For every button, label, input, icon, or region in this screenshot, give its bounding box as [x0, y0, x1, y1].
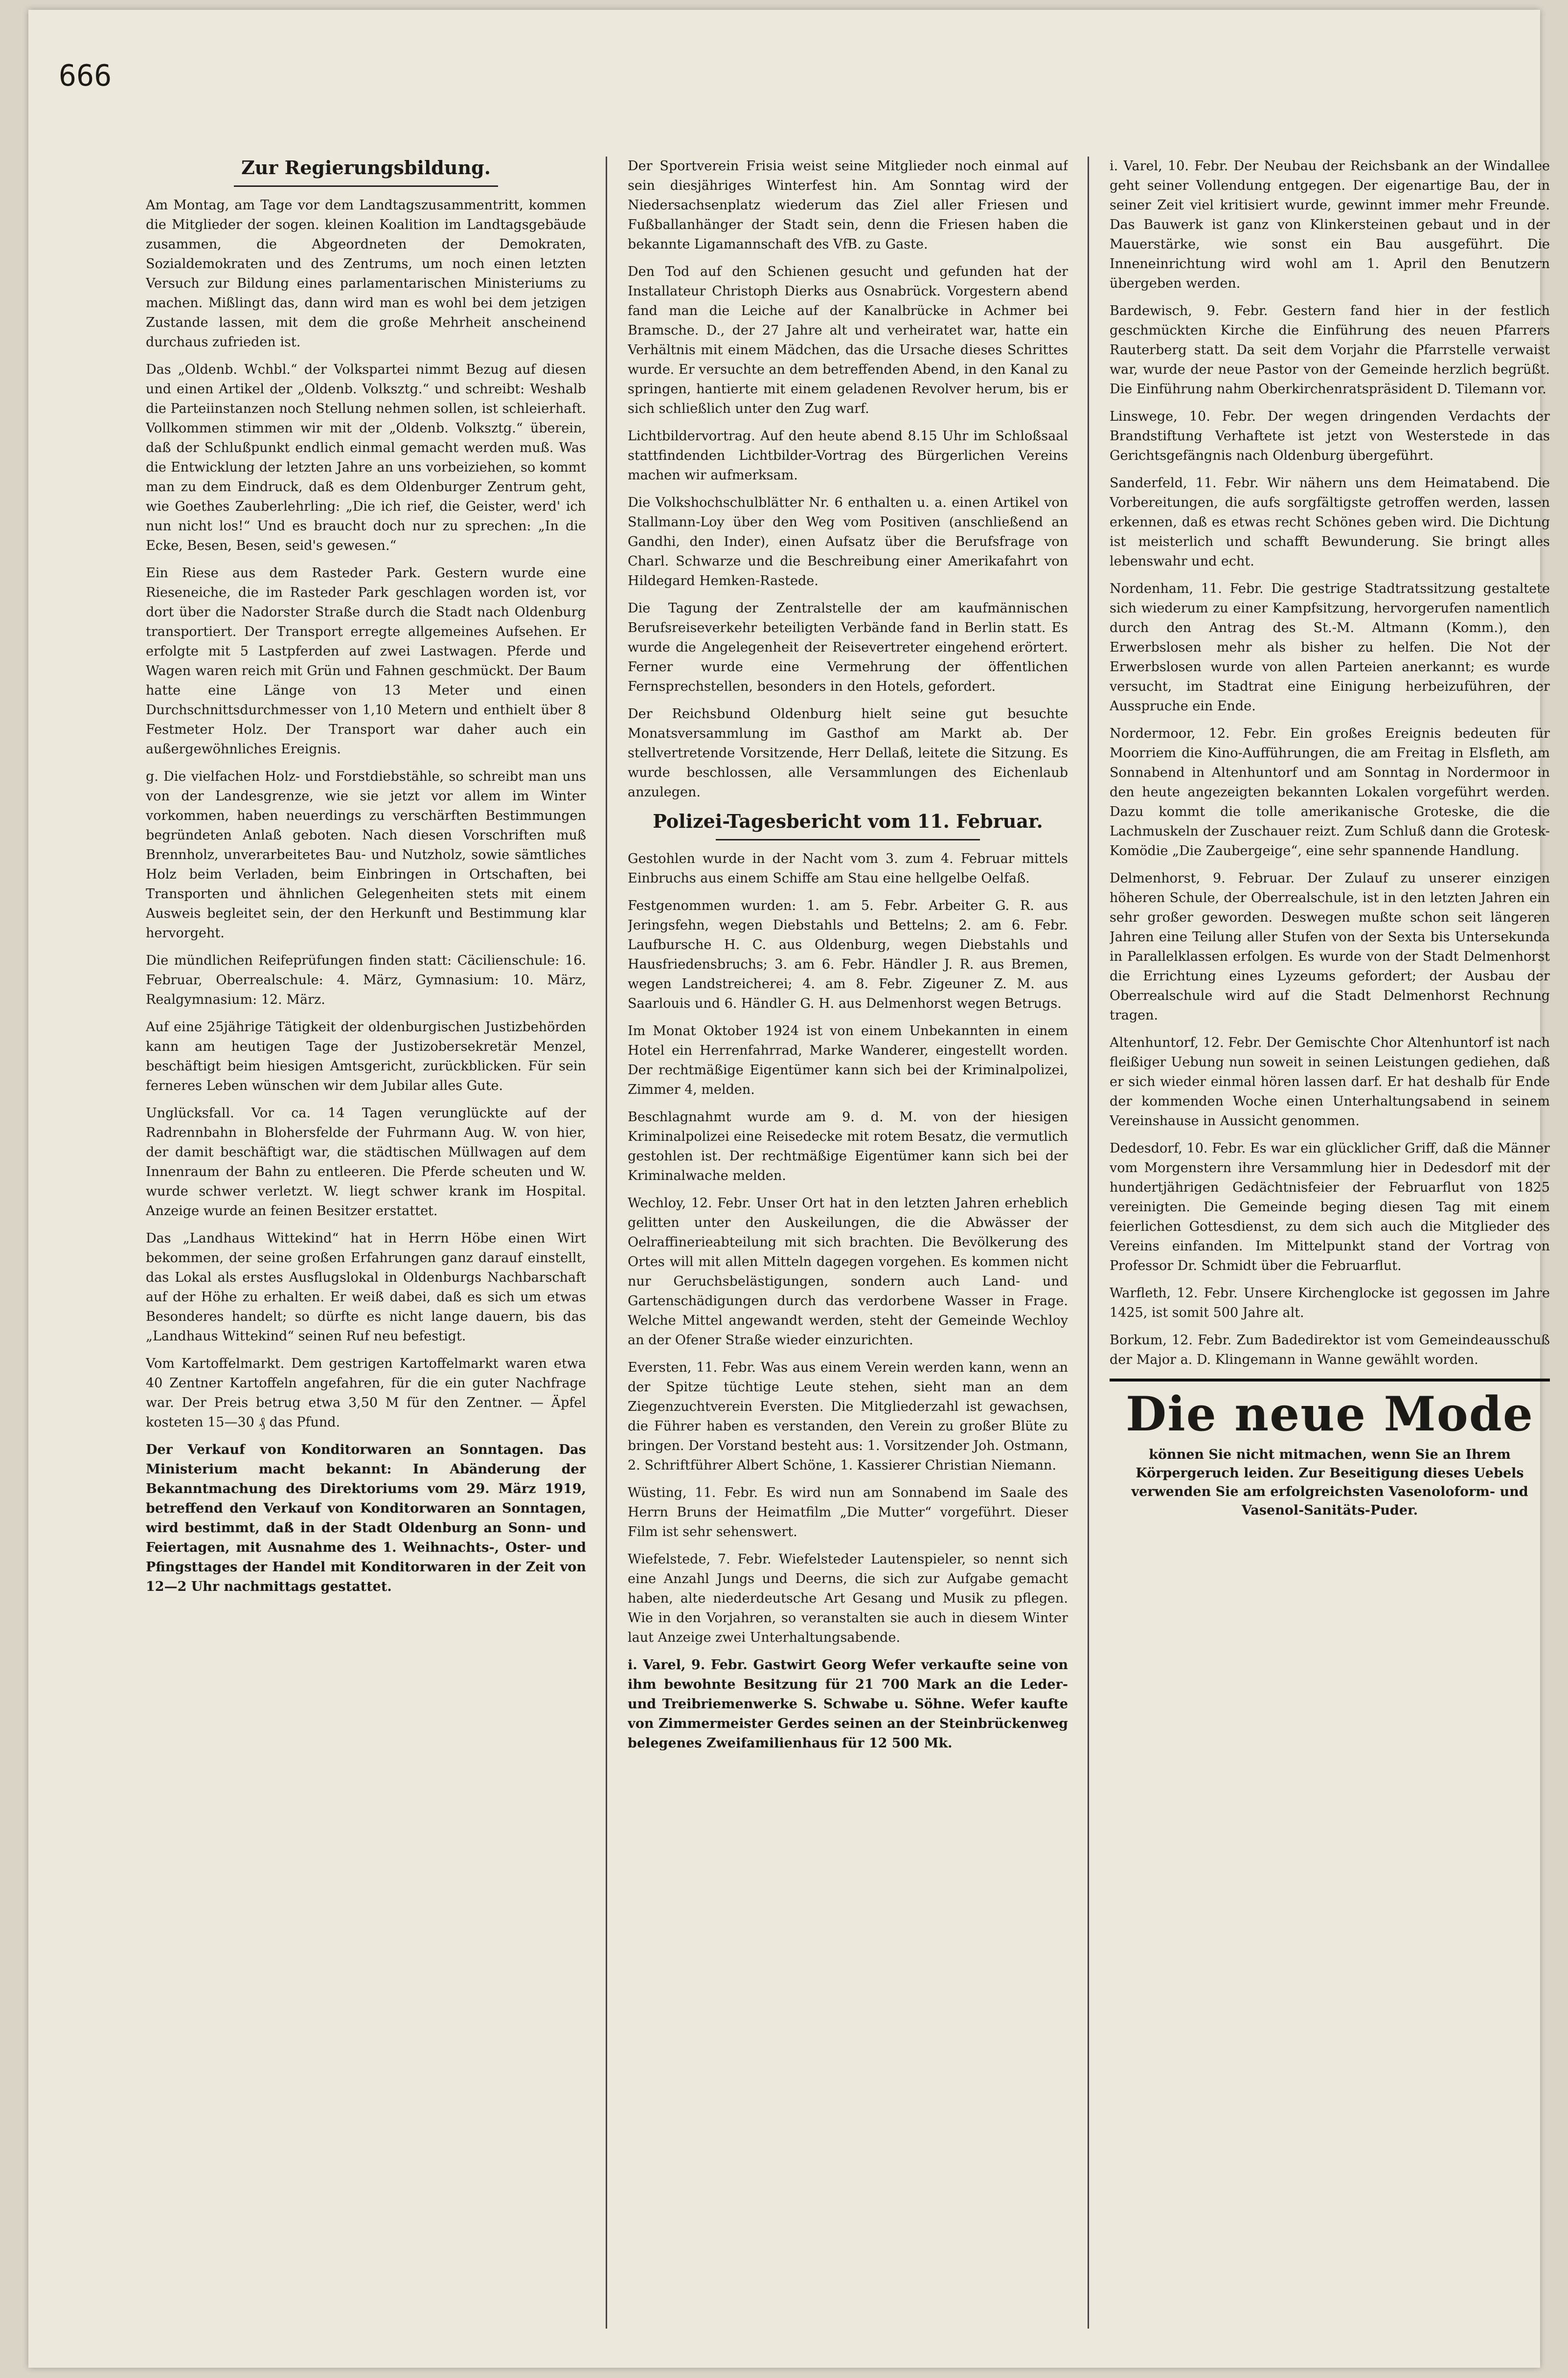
article-paragraph: Am Montag, am Tage vor dem Landtagszusammentritt, kommen die Mitglieder der sogen. kleinen Koalition im Landtagsgebäude zusammen, die Abgeordneten der Demokraten, Sozialdemokraten und des Zentrums, um noch einen letzten Versuch zur Bildung eines parlamentarischen Ministeriums zu machen. Mißlingt das, dann wird man es wohl bei dem jetzigen Zustande lassen, mit dem die große Mehrheit anscheinend durchaus zufrieden ist.	[146, 198, 586, 350]
news-item: Das „Landhaus Wittekind“ hat in Herrn Höbe einen Wirt bekommen, der seine großen Erfahrungen ganz darauf einstellt, das Lokal als erstes Ausflugslokal in Oldenburgs Nachbarschaft auf der Höhe zu erhalten. Er weiß dabei, daß es sich um etwas Besonderes handelt; so dürfte es nicht lange dauern, bis das „Landhaus Wittekind“ seinen Ruf neu befestigt.	[146, 1231, 586, 1344]
news-item: g. Die vielfachen Holz- und Forstdiebstähle, so schreibt man uns von der Landesgrenze, wie sie jetzt vor allem im Winter vorkommen, haben neuerdings zu verschärften Bestimmungen begründeten Anlaß geboten. Nach diesen Vorschriften muß Brennholz, unverarbeitetes Bau- und Nutzholz, sowie sämtliches Holz beim Verladen, beim Einbringen in Ortschaften, bei Transporten und ähnlichen Gelegenheiten stets mit einem Ausweis begleitet sein, der den Herkunft und Bestimmung klar hervorgeht.	[146, 769, 586, 941]
local-news-item: Wechloy, 12. Febr. Unser Ort hat in den letzten Jahren erheblich gelitten unter den Auskeilungen, die die Abwässer der Oelraffinerieabteilung mit sich brachten. Die Bevölkerung des Ortes will mit allen Mitteln dagegen vorgehen. Es kommen nicht nur Geruchsbelästigungen, sondern auch Land- und Gartenschädigungen durch das verdorbene Wasser in Frage. Welche Mittel angewandt werden, steht der Gemeinde Wechloy an der Ofener Straße wieder einzurichten.	[628, 1196, 1068, 1348]
news-item: Unglücksfall. Vor ca. 14 Tagen verunglückte auf der Radrennbahn in Blohersfelde der Fuhrmann Aug. W. von hier, der damit beschäftigt war, die städtischen Müllwagen auf dem Innenraum der Bahn zu entleeren. Die Pferde scheuten und W. wurde schwer verletzt. W. liegt schwer krank im Hospital. Anzeige wurde an feinen Besitzer erstattet.	[146, 1106, 586, 1219]
news-item: Der Reichsbund Oldenburg hielt seine gut besuchte Monatsversammlung im Gasthof am Markt ab. Der stellvertretende Vorsitzende, Herr Dellaß, leitete die Sitzung. Es wurde beschlossen, alle Versammlungen des Eichenlaub anzulegen.	[628, 706, 1068, 800]
local-news-item: Altenhuntorf, 12. Febr. Der Gemischte Chor Altenhuntorf ist nach fleißiger Uebung nun soweit in seinen Leistungen gediehen, daß er sich wieder einmal hören lassen darf. Er hat deshalb für Ende der kommenden Woche einen Unterhaltungsabend in seinem Vereinshause in Aussicht genommen.	[1110, 1035, 1550, 1129]
local-news-item: Sanderfeld, 11. Febr. Wir nähern uns dem Heimatabend. Die Vorbereitungen, die aufs sorgfältigste getroffen werden, lassen erkennen, daß es etwas recht Schönes geben wird. Die Dichtung ist meisterlich und schafft Bewunderung. Sie bringt alles lebenswahr und echt.	[1110, 476, 1550, 569]
news-item: Die Volkshochschulblätter Nr. 6 enthalten u. a. einen Artikel von Stallmann-Loy über den Weg vom Positiven (anschließend an Gandhi, den Inder), einen Aufsatz über die Berufsfrage von Charl. Schwarze und die Beschreibung einer Amerikafahrt von Hildegard Hemken-Rastede.	[628, 495, 1068, 589]
local-news-item: Warfleth, 12. Febr. Unsere Kirchenglocke ist gegossen im Jahre 1425, ist somit 500 Jahre alt.	[1110, 1286, 1550, 1320]
news-item: Den Tod auf den Schienen gesucht und gefunden hat der Installateur Christoph Dierks aus Osnabrück. Vorgestern abend fand man die Leiche auf der Kanalbrücke in Achmer bei Bramsche. D., der 27 Jahre alt und verheiratet war, hatte ein Verhältnis mit einem Mädchen, das die Ursache dieses Schrittes wurde. Er versuchte an dem betreffenden Abend, in den Kanal zu springen, hantierte mit einem geladenen Revolver herum, bis er sich schließlich unter den Zug warf.	[628, 264, 1068, 416]
police-report-headline: Polizei-Tagesbericht vom 11. Februar.	[653, 810, 1043, 832]
police-item: Beschlagnahmt wurde am 9. d. M. von der hiesigen Kriminalpolizei eine Reisedecke mit rotem Besatz, die vermutlich gestohlen ist. Der rechtmäßige Eigentümer kann sich bei der Kriminalwache melden.	[628, 1110, 1068, 1183]
local-news-item: Nordenham, 11. Febr. Die gestrige Stadtratssitzung gestaltete sich wiederum zu einer Kampfsitzung, hervorgerufen namentlich durch den Antrag des St.-M. Altmann (Komm.), den Erwerbslosen mehr als bisher zu helfen. Die Not der Erwerbslosen wurde von allen Parteien anerkannt; es wurde versucht, im Stadtrat eine Einigung herbeizuführen, der Ausspruche ein Ende.	[1110, 581, 1550, 714]
column-rule	[1088, 157, 1089, 2329]
news-item: Die mündlichen Reifeprüfungen finden statt: Cäcilienschule: 16. Februar, Oberrealschule: 4. März, Gymnasium: 10. März, Realgymnasium: 12. März.	[146, 953, 586, 1007]
news-item: Lichtbildervortrag. Auf den heute abend 8.15 Uhr im Schloßsaal stattfindenden Lichtbilder-Vortrag des Bürgerlichen Vereins machen wir aufmerksam.	[628, 429, 1068, 483]
column-2	[628, 157, 1068, 2329]
news-item: Der Sportverein Frisia weist seine Mitglieder noch einmal auf sein diesjähriges Winterfest hin. Am Sonntag wird der Niedersachsenplatz wiederum das Ziel aller Friesen und Fußballanhänger der Stadt sein, denn die Friesen haben die bekannte Ligamannschaft des VfB. zu Gaste.	[628, 159, 1068, 252]
local-news-item: Delmenhorst, 9. Februar. Der Zulauf zu unserer einzigen höheren Schule, der Oberrealschule, ist in den letzten Jahren ein sehr großer geworden. Deswegen mußte schon seit längeren Jahren eine Teilung aller Stufen von der Sexta bis Untersekunda in Parallelklassen erfolgen. Es wurde von der Stadt Delmenhorst die Errichtung eines Lyzeums gefordert; der Ausbau der Oberrealschule wird auf die Stadt Delmenhorst Rechnung tragen.	[1110, 871, 1550, 1023]
article-paragraph: Das „Oldenb. Wchbl.“ der Volkspartei nimmt Bezug auf diesen und einen Artikel der „Oldenb. Volksztg.“ und schreibt: Weshalb die Parteiinstanzen noch Stellung nehmen sollen, ist schleierhaft. Vollkommen stimmen wir mit der „Oldenb. Volksztg.“ überein, daß der Schlußpunkt endlich einmal gemacht werden muß. Was die Entwicklung der letzten Jahre an uns vorbeiziehen, so kommt man zu dem Eindruck, daß es dem Oldenburger Zentrum geht, wie Goethes Zauberlehrling: „Die ich rief, die Geister, werd' ich nun nicht los!“ Und es braucht doch nur zu sprechen: „In die Ecke, Besen, Besen, seid's gewesen.“	[146, 362, 586, 553]
local-news-item: Bardewisch, 9. Febr. Gestern fand hier in der festlich geschmückten Kirche die Einführung des neuen Pfarrers Rauterberg statt. Da seit dem Vorjahr die Pfarrstelle verwaist war, wurde der neue Pastor von der Gemeinde herzlich begrüßt. Die Einführung nahm Oberkirchenratspräsident D. Tilemann vor.	[1110, 303, 1550, 397]
local-news-item: i. Varel, 10. Febr. Der Neubau der Reichsbank an der Windallee geht seiner Vollendung entgegen. Der eigenartige Bau, der in seiner Zeit viel kritisiert wurde, gewinnt immer mehr Freunde. Das Bauwerk ist ganz von Klinkersteinen gebaut und in der Mauerstärke, wie sonst ein Bau ausgeführt. Die Inneneinrichtung wird wohl am 1. April den Benutzern übergeben werden.	[1110, 159, 1550, 291]
column-1	[146, 157, 586, 2329]
newspaper-page	[28, 10, 1550, 2368]
local-news-item: i. Varel, 9. Febr. Gastwirt Georg Wefer verkaufte seine von ihm bewohnte Besitzung für 21 700 Mark an die Leder- und Treibriemenwerke S. Schwabe u. Söhne. Wefer kaufte von Zimmermeister Gerdes seinen an der Steinbrückenweg belegenes Zweifamilienhaus für 12 500 Mk.	[628, 1657, 1068, 1751]
advertisement-text: können Sie nicht mitmachen, wenn Sie an Ihrem Körpergeruch leiden. Zur Beseitigung dieses Uebels verwenden Sie am erfolgreichsten Vasenoloform- und Vasenol-Sanitäts-Puder.	[1131, 1447, 1528, 1518]
police-item: Festgenommen wurden: 1. am 5. Febr. Arbeiter G. R. aus Jeringsfehn, wegen Diebstahls und Bettelns; 2. am 6. Febr. Laufbursche H. C. aus Oldenburg, wegen Diebstahls und Hausfriedensbruchs; 3. am 6. Febr. Händler J. R. aus Bremen, wegen Landstreicherei; 4. am 8. Febr. Zigeuner Z. M. aus Saarlouis und 6. Händler G. H. aus Delmenhorst wegen Betrugs.	[628, 898, 1068, 1011]
local-news-item: Eversten, 11. Febr. Was aus einem Verein werden kann, wenn an der Spitze tüchtige Leute stehen, sieht man an dem Ziegenzuchtverein Eversten. Die Mitgliederzahl ist gewachsen, die Führer haben es verstanden, den Verein zu großer Blüte zu bringen. Der Vorstand besteht aus: 1. Vorsitzender Joh. Ostmann, 2. Schriftführer Albert Schöne, 1. Kassierer Christian Niemann.	[628, 1360, 1068, 1473]
headline-underline	[716, 839, 980, 840]
news-item: Ein Riese aus dem Rasteder Park. Gestern wurde eine Rieseneiche, die im Rasteder Park geschlagen worden ist, vor dort über die Nadorster Straße durch die Stadt nach Oldenburg transportiert. Der Transport erregte allgemeines Aufsehen. Er erfolgte mit 5 Lastpferden auf zwei Lastwagen. Pferde und Wagen waren reich mit Grün und Fahnen geschmückt. Der Baum hatte eine Länge von 13 Meter und einen Durchschnittsdurchmesser von 1,10 Metern und enthielt über 8 Festmeter Holz. Der Transport war daher auch ein außergewöhnliches Ereignis.	[146, 566, 586, 757]
local-news-item: Wiefelstede, 7. Febr. Wiefelsteder Lautenspieler, so nennt sich eine Anzahl Jungs und Deerns, die sich zur Aufgabe gemacht haben, alte niederdeutsche Art Gesang und Musik zu pflegen. Wie in den Vorjahren, so veranstalten sie auch in diesem Winter laut Anzeige zwei Unterhaltungsabende.	[628, 1552, 1068, 1645]
police-item: Gestohlen wurde in der Nacht vom 3. zum 4. Februar mittels Einbruchs aus einem Schiffe am Stau eine hellgelbe Oelfaß.	[628, 851, 1068, 886]
local-news-item: Borkum, 12. Febr. Zum Badedirektor ist vom Gemeindeausschuß der Major a. D. Klingemann in Wanne gewählt worden.	[1110, 1333, 1550, 1367]
advertisement-title: Die neue Mode	[1126, 1386, 1534, 1442]
advertisement-rule	[1110, 1379, 1550, 1382]
local-news-item: Wüsting, 11. Febr. Es wird nun am Sonnabend im Saale des Herrn Bruns der Heimatfilm „Die Mutter“ vorgeführt. Dieser Film ist sehr sehenswert.	[628, 1485, 1068, 1540]
local-news-item: Nordermoor, 12. Febr. Ein großes Ereignis bedeuten für Moorriem die Kino-Aufführungen, die am Freitag in Elsfleth, am Sonnabend in Altenhuntorf und am Sonntag in Nordermoor in den heute angezeigten bekannten Lokalen vorgeführt werden. Dazu kommt die tolle amerikanische Groteske, die die Lachmuskeln der Zuschauer reizt. Zum Schluß dann die Grotesk-Komödie „Die Zaubergeige“, eine sehr spannende Handlung.	[1110, 726, 1550, 859]
headline-underline	[234, 185, 498, 187]
news-item: Auf eine 25jährige Tätigkeit der oldenburgischen Justizbehörden kann am heutigen Tage der Justizobersekretär Menzel, beschäftigt beim hiesigen Amtsgericht, zurückblicken. Für sein ferneres Leben wünschen wir dem Jubilar alles Gute.	[146, 1019, 586, 1093]
column-rule	[606, 157, 607, 2329]
news-item: Der Verkauf von Konditorwaren an Sonntagen. Das Ministerium macht bekannt: In Abänderung der Bekanntmachung des Direktoriums vom 29. März 1919, betreffend den Verkauf von Konditorwaren an Sonntagen, wird bestimmt, daß in der Stadt Oldenburg an Sonn- und Feiertagen, mit Ausnahme des 1. Weihnachts-, Oster- und Pfingsttages der Handel mit Konditorwaren in der Zeit von 12—2 Uhr nachmittags gestattet.	[146, 1442, 586, 1594]
local-news-item: Dedesdorf, 10. Febr. Es war ein glücklicher Griff, daß die Männer vom Morgenstern ihre Versammlung hier in Dedesdorf mit der hundertjährigen Gedächtnisfeier der Februarflut von 1825 vereinigten. Die Gemeinde beging diesen Tag mit einem feierlichen Gottesdienst, zu dem sich auch die Mitglieder des Vereins einfanden. Im Mittelpunkt stand der Vortrag von Professor Dr. Schmidt über die Februarflut.	[1110, 1141, 1550, 1273]
news-item: Vom Kartoffelmarkt. Dem gestrigen Kartoffelmarkt waren etwa 40 Zentner Kartoffeln angefahren, für die ein guter Nachfrage war. Der Preis betrug etwa 3,50 M für den Zentner. — Äpfel kosteten 15—30 ₰ das Pfund.	[146, 1356, 586, 1430]
column-3	[1110, 157, 1550, 2329]
page-number: 666	[59, 59, 112, 93]
local-news-item: Linswege, 10. Febr. Der wegen dringenden Verdachts der Brandstiftung Verhaftete ist jetzt von Westerstede in das Gerichtsgefängnis nach Oldenburg übergeführt.	[1110, 409, 1550, 463]
article-headline: Zur Regierungsbildung.	[241, 157, 491, 179]
news-item: Die Tagung der Zentralstelle der am kaufmännischen Berufsreiseverkehr beteiligten Verbände fand in Berlin statt. Es wurde die Angelegenheit der Reisevertreter eingehend erörtert. Ferner wurde eine Vermehrung der öffentlichen Fernsprechstellen, besonders in den Hotels, gefordert.	[628, 601, 1068, 694]
police-item: Im Monat Oktober 1924 ist von einem Unbekannten in einem Hotel ein Herrenfahrrad, Marke Wanderer, eingestellt worden. Der rechtmäßige Eigentümer kann sich bei der Kriminalpolizei, Zimmer 4, melden.	[628, 1023, 1068, 1097]
